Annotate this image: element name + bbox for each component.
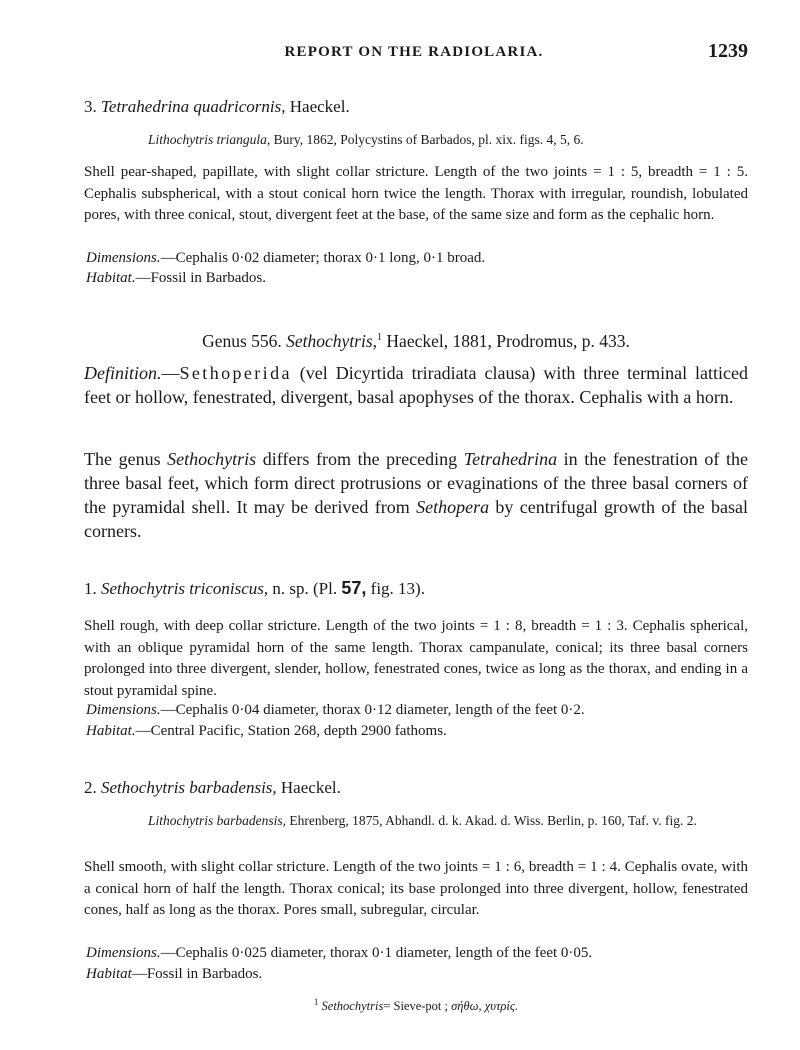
synonym-citation: Ehrenberg, 1875, Abhandl. d. k. Akad. d. Wiss. Berlin, p. 160, Taf. v. fig. 2. [289, 813, 697, 828]
discussion-text: by centrifugal growth of the basal corners. [84, 497, 749, 541]
dimensions-label: Dimensions. [86, 702, 161, 718]
species-description: Shell rough, with deep collar stricture. Length of the two joints = 1 : 8, breadth = 1 : 3. Cephalis spherical, with an oblique pyramidal horn of the same length. Thorax campanulate, conical; its three basal corners prolonged into three divergent, slender, hollow, fenestrated cones, twice as long as the thorax, and ending in a stout pyramidal spine. [84, 618, 748, 699]
page-number: 1239 [708, 40, 748, 62]
footnote-mark: 1 [377, 332, 383, 343]
habitat-text: —Fossil in Barbados. [135, 270, 267, 286]
genus-citation: Haeckel, 1881, Prodromus, p. 433. [386, 330, 630, 351]
habitat-text: —Central Pacific, Station 268, depth 2900 fathoms. [135, 723, 447, 739]
genus-name: Sethochytris, [286, 330, 378, 351]
synonym-name: Lithochytris triangula, [148, 132, 271, 147]
dimensions-line [84, 248, 750, 269]
footnote-text: = Sieve-pot ; [383, 999, 448, 1014]
species-heading-triconiscus [84, 577, 748, 600]
discussion-text: differs from the preceding [262, 449, 458, 469]
habitat-line [84, 721, 750, 742]
footnote-mark: 1 [313, 997, 319, 1007]
discussion-text: in the fenestration of the three basal feet, which form direct protrusions or evaginations of the three basal corners of the pyramidal shell. It may be derived from [84, 449, 748, 517]
habitat-line [84, 964, 750, 985]
synonym-name: Lithochytris barbadensis, [148, 813, 287, 828]
definition-family: Sethoperida [179, 363, 292, 383]
genus-prefix: Genus 556. [202, 330, 282, 351]
species-authority: n. sp. (Pl. [272, 579, 338, 598]
species-heading-tetrahedrina [84, 96, 748, 118]
species-description: Shell smooth, with slight collar stricture. Length of the two joints = 1 : 6, breadth = 1 : 4. Cephalis ovate, with a conical horn of half the length. Thorax conical; its base prolonged into three divergent, hollow, fenestrated cones, half as long as the thorax. Pores small, subregular, circular. [84, 859, 748, 918]
species-description: Shell pear-shaped, papillate, with slight collar stricture. Length of the two joints = 1 : 5, breadth = 1 : 5. Cephalis subspherical, with a stout conical horn twice the length. Thorax with irregular, roundish, lobulated pores, with three conical, stout, divergent feet at the base, of the same size and form as the cephalic horn. [84, 164, 748, 223]
discussion-sethopera: Sethopera [416, 497, 490, 517]
habitat-text: —Fossil in Barbados. [131, 966, 263, 982]
habitat-label: Habitat [86, 966, 132, 982]
habitat-label: Habitat. [86, 270, 136, 286]
habitat-line [84, 268, 750, 289]
species-heading-barbadensis [84, 777, 748, 799]
genus-discussion [84, 447, 748, 543]
footnote-term: Sethochytris [321, 999, 384, 1014]
page-header [80, 40, 748, 66]
definition-text: (vel Dicyrtida triradiata clausa) with three terminal latticed feet or hollow, fenestrated, divergent, basal apophyses of the thorax. Cephalis with a horn. [84, 363, 749, 407]
species-name: Tetrahedrina quadricornis, [101, 97, 286, 116]
definition-label: Definition. [84, 363, 162, 383]
dimensions-text: —Cephalis 0·025 diameter, thorax 0·1 diameter, length of the feet 0·05. [160, 945, 593, 961]
plate-number: 57, [341, 578, 367, 598]
synonym-reference [84, 130, 748, 150]
species-name: Sethochytris barbadensis, [101, 778, 277, 797]
species-authority: Haeckel. [280, 778, 341, 797]
dimensions-line [84, 700, 750, 721]
dimensions-text: —Cephalis 0·04 diameter, thorax 0·12 diameter, length of the feet 0·2. [160, 702, 585, 718]
species-authority: Haeckel. [289, 97, 350, 116]
species-name: Sethochytris triconiscus, [101, 579, 269, 598]
dimensions-line [84, 943, 750, 964]
dimensions-label: Dimensions. [86, 250, 161, 266]
footnote-greek: σήθω, χυτρίς. [451, 999, 519, 1014]
definition-dash: — [161, 363, 180, 383]
synonym-citation: Bury, 1862, Polycystins of Barbados, pl. xix. figs. 4, 5, 6. [273, 132, 584, 147]
discussion-text: The genus [84, 449, 161, 469]
dimensions-text: —Cephalis 0·02 diameter; thorax 0·1 long, 0·1 broad. [160, 250, 486, 266]
discussion-prev-genus: Tetrahedrina [463, 449, 558, 469]
dimensions-label: Dimensions. [86, 945, 161, 961]
discussion-genus: Sethochytris [167, 449, 257, 469]
species-number: 3. [84, 97, 97, 116]
habitat-label: Habitat. [86, 723, 136, 739]
footnote [84, 994, 748, 1014]
synonym-reference [84, 811, 748, 831]
running-title: REPORT ON THE RADIOLARIA. [284, 44, 544, 60]
genus-definition [84, 361, 748, 409]
species-number: 2. [84, 778, 97, 797]
figure-number: fig. 13). [370, 579, 425, 598]
species-number: 1. [84, 579, 97, 598]
genus-heading [84, 326, 748, 353]
